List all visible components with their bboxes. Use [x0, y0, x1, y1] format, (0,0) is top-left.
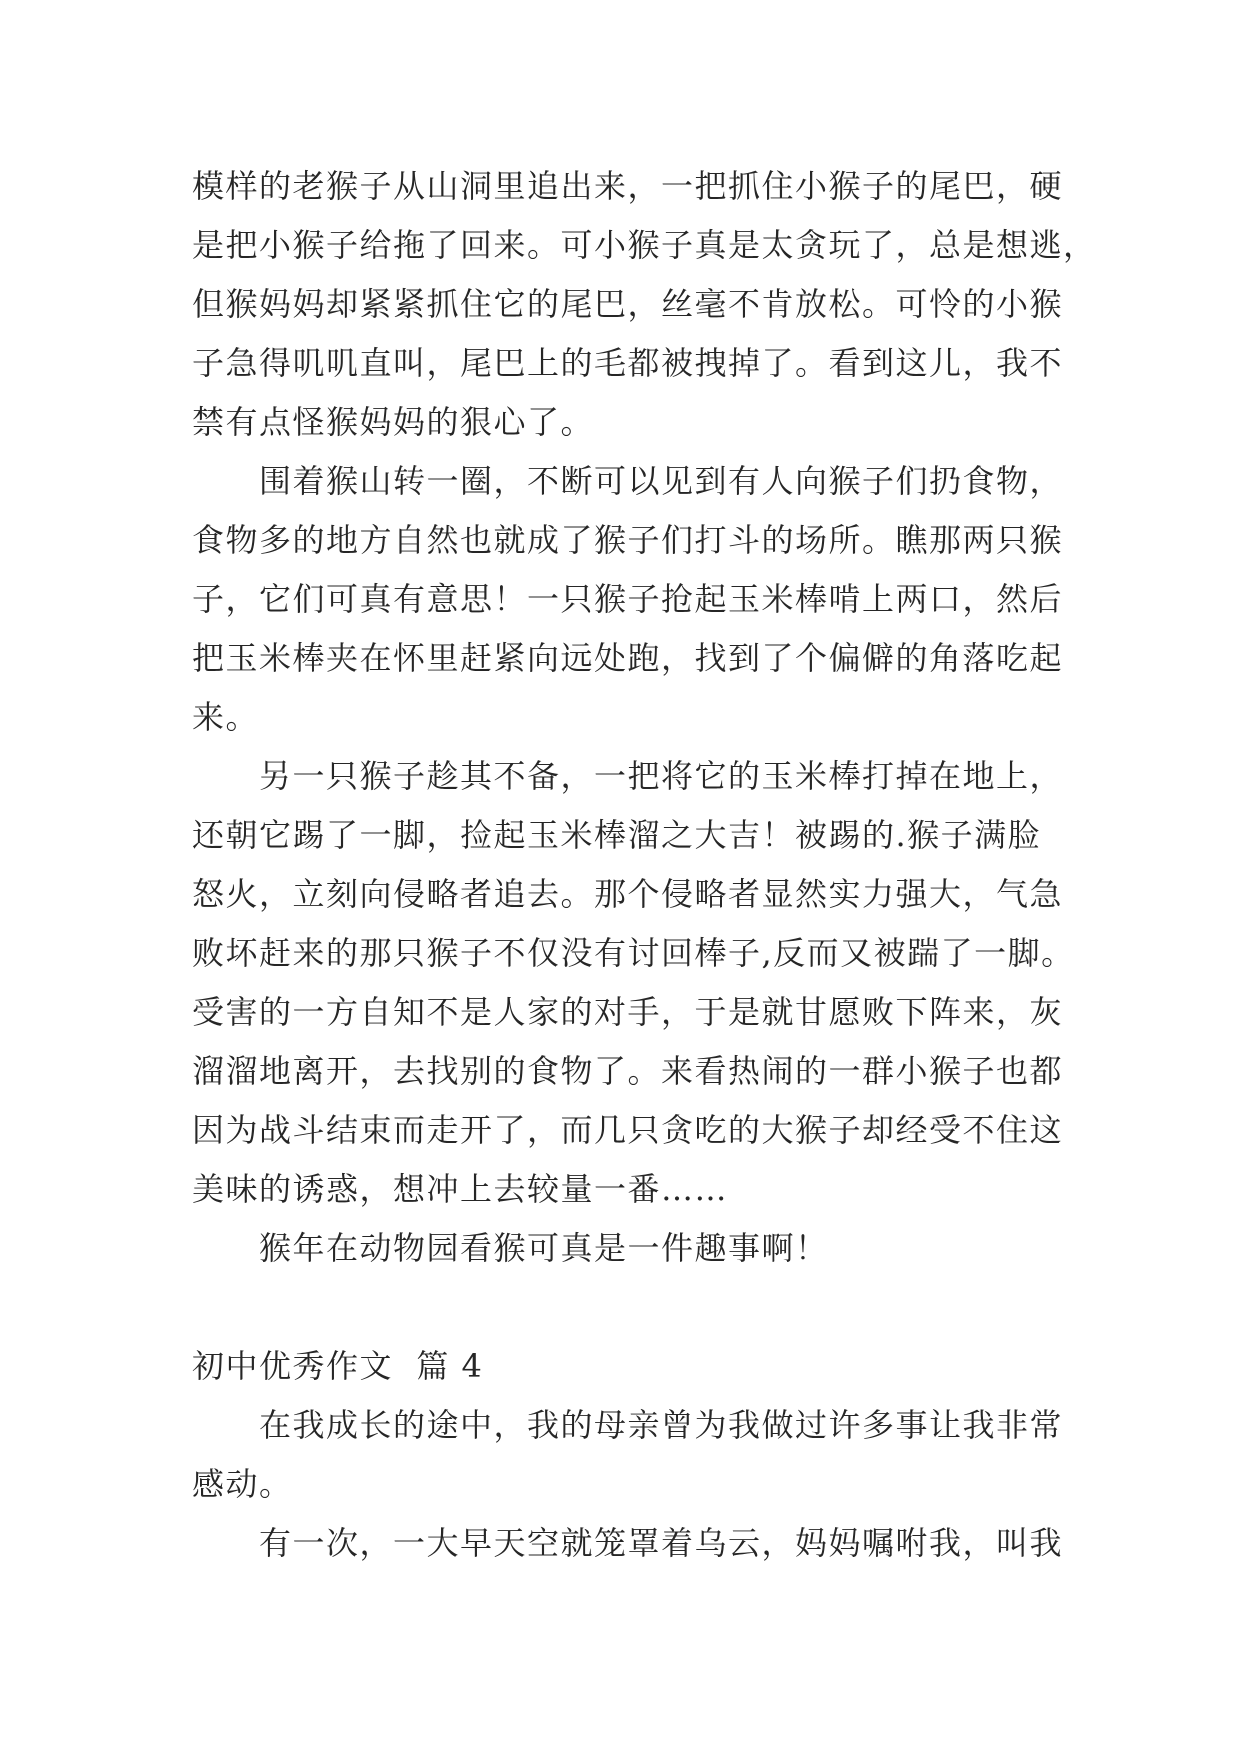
paragraph — [192, 747, 1152, 1219]
paragraph — [192, 452, 1152, 747]
document-body — [192, 157, 1152, 1573]
text-line: 在我成长的途中，我的母亲曾为我做过许多事让我非常 — [259, 1406, 1064, 1444]
text-line: 食物多的地方自然也就成了猴子们打斗的场所。瞧那两只猴 — [192, 521, 1064, 559]
section-heading: 初中优秀作文 篇 4 — [192, 1347, 484, 1385]
text-line: 来。 — [192, 698, 260, 736]
paragraph — [192, 1396, 1152, 1514]
text-line: 因为战斗结束而走开了，而几只贪吃的大猴子却经受不住这 — [192, 1111, 1064, 1149]
text-line: 子，它们可真有意思！一只猴子抢起玉米棒啃上两口，然后 — [192, 580, 1064, 618]
text-line: 怒火，立刻向侵略者追去。那个侵略者显然实力强大，气急 — [192, 875, 1064, 913]
text-line: 是把小猴子给拖了回来。可小猴子真是太贪玩了，总是想逃， — [192, 226, 1097, 264]
text-line: 模样的老猴子从山洞里追出来，一把抓住小猴子的尾巴，硬 — [192, 167, 1064, 205]
text-line: 溜溜地离开，去找别的食物了。来看热闹的一群小猴子也都 — [192, 1052, 1064, 1090]
paragraph — [192, 1514, 1152, 1573]
text-line: 有一次，一大早天空就笼罩着乌云，妈妈嘱咐我，叫我 — [259, 1524, 1064, 1562]
text-line: 美味的诱惑，想冲上去较量一番…… — [192, 1170, 729, 1208]
text-line: 把玉米棒夹在怀里赶紧向远处跑，找到了个偏僻的角落吃起 — [192, 639, 1064, 677]
paragraph — [192, 1219, 1152, 1278]
text-line: 围着猴山转一圈，不断可以见到有人向猴子们扔食物， — [259, 462, 1064, 500]
text-line: 败坏赶来的那只猴子不仅没有讨回棒子,反而又被踹了一脚。 — [192, 934, 1075, 972]
text-line: 禁有点怪猴妈妈的狠心了。 — [192, 403, 595, 441]
text-line: 但猴妈妈却紧紧抓住它的尾巴，丝毫不肯放松。可怜的小猴 — [192, 285, 1064, 323]
text-line: 还朝它踢了一脚，捡起玉米棒溜之大吉！被踢的.猴子满脸 — [192, 816, 1042, 854]
paragraph — [192, 157, 1152, 452]
text-line: 另一只猴子趁其不备，一把将它的玉米棒打掉在地上， — [259, 757, 1064, 795]
text-line: 子急得叽叽直叫，尾巴上的毛都被拽掉了。看到这儿，我不 — [192, 344, 1064, 382]
text-line: 受害的一方自知不是人家的对手，于是就甘愿败下阵来，灰 — [192, 993, 1064, 1031]
text-line: 猴年在动物园看猴可真是一件趣事啊！ — [259, 1229, 829, 1267]
text-line: 感动。 — [192, 1465, 293, 1503]
